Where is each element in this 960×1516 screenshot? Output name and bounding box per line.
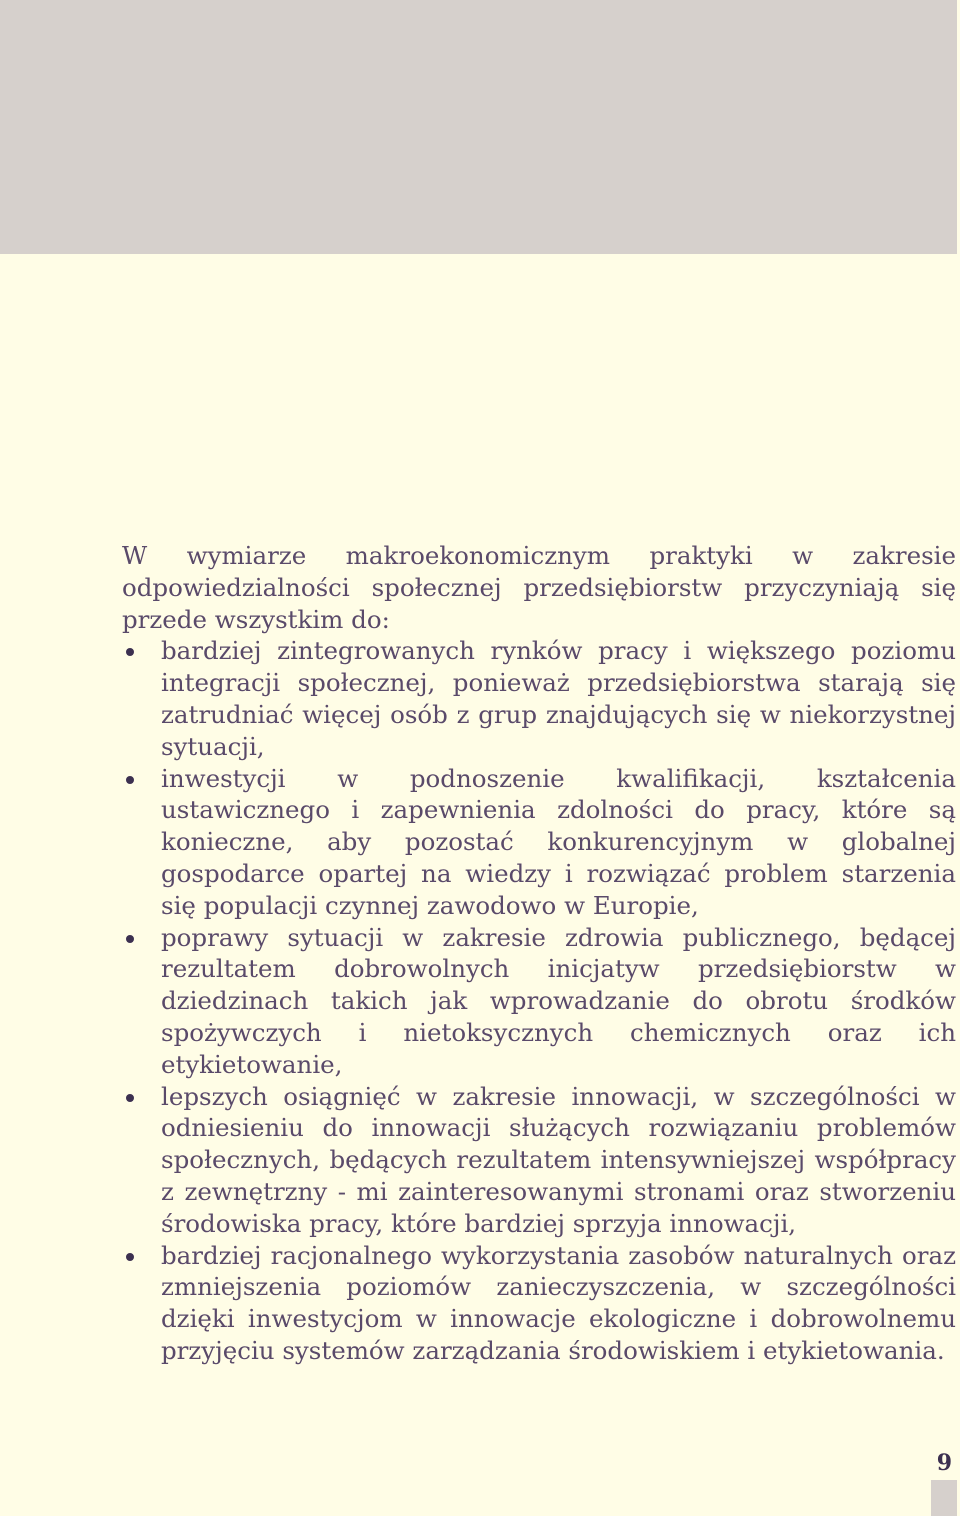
list-item — [122, 1081, 956, 1240]
list-item-text: lepszych osiągnięć w zakresie innowacji, w szczególności w odniesieniu do innowacji służących rozwiązaniu problemów społecznych, będących rezultatem intensywniejszej współpracy z zewnętrzny - mi zainteresowanymi stronami oraz stworzeniu środowiska pracy, które bardziej sprzyja innowacji, — [161, 1081, 956, 1238]
body-text — [122, 540, 956, 1367]
top-color-band — [0, 0, 957, 254]
list-item — [122, 922, 956, 1081]
bullet-icon — [126, 648, 134, 656]
corner-tab — [931, 1480, 957, 1516]
list-item-text: poprawy sytuacji w zakresie zdrowia publicznego, będącej rezultatem dobrowolnych inicjatyw przedsiębiorstw w dziedzinach takich jak wprowadzanie do obrotu środków spożywczych i nietoksycznych chemicznych oraz ich etykietowanie, — [161, 922, 956, 1079]
bullet-icon — [126, 1094, 134, 1102]
page-number: 9 — [936, 1450, 952, 1476]
bullet-icon — [126, 776, 134, 784]
list-item-text: inwestycji w podnoszenie kwalifikacji, kształcenia ustawicznego i zapewnienia zdolności do pracy, które są konieczne, aby pozostać konkurencyjnym w globalnej gospodarce opartej na wiedzy i rozwiązać problem starzenia się populacji czynnej zawodowo w Europie, — [161, 763, 956, 920]
list-item — [122, 635, 956, 762]
bullet-icon — [126, 1253, 134, 1261]
bullet-list — [122, 635, 956, 1366]
list-item — [122, 763, 956, 922]
list-item-text: bardziej racjonalnego wykorzystania zasobów naturalnych oraz zmniejszenia poziomów zanieczyszczenia, w szczególności dzięki inwestycjom w innowacje ekologiczne i dobrowolnemu przyjęciu systemów zarządzania środowiskiem i etykietowania. — [161, 1240, 956, 1365]
intro-paragraph: W wymiarze makroekonomicznym praktyki w zakresie odpowiedzialności społecznej przedsiębiorstw przyczyniają się przede wszystkim do: — [122, 541, 956, 634]
list-item — [122, 1240, 956, 1367]
list-item-text: bardziej zintegrowanych rynków pracy i większego poziomu integracji społecznej, ponieważ przedsiębiorstwa starają się zatrudniać więcej osób z grup znajdujących się w niekorzystnej sytuacji, — [161, 636, 956, 761]
bullet-icon — [126, 935, 134, 943]
